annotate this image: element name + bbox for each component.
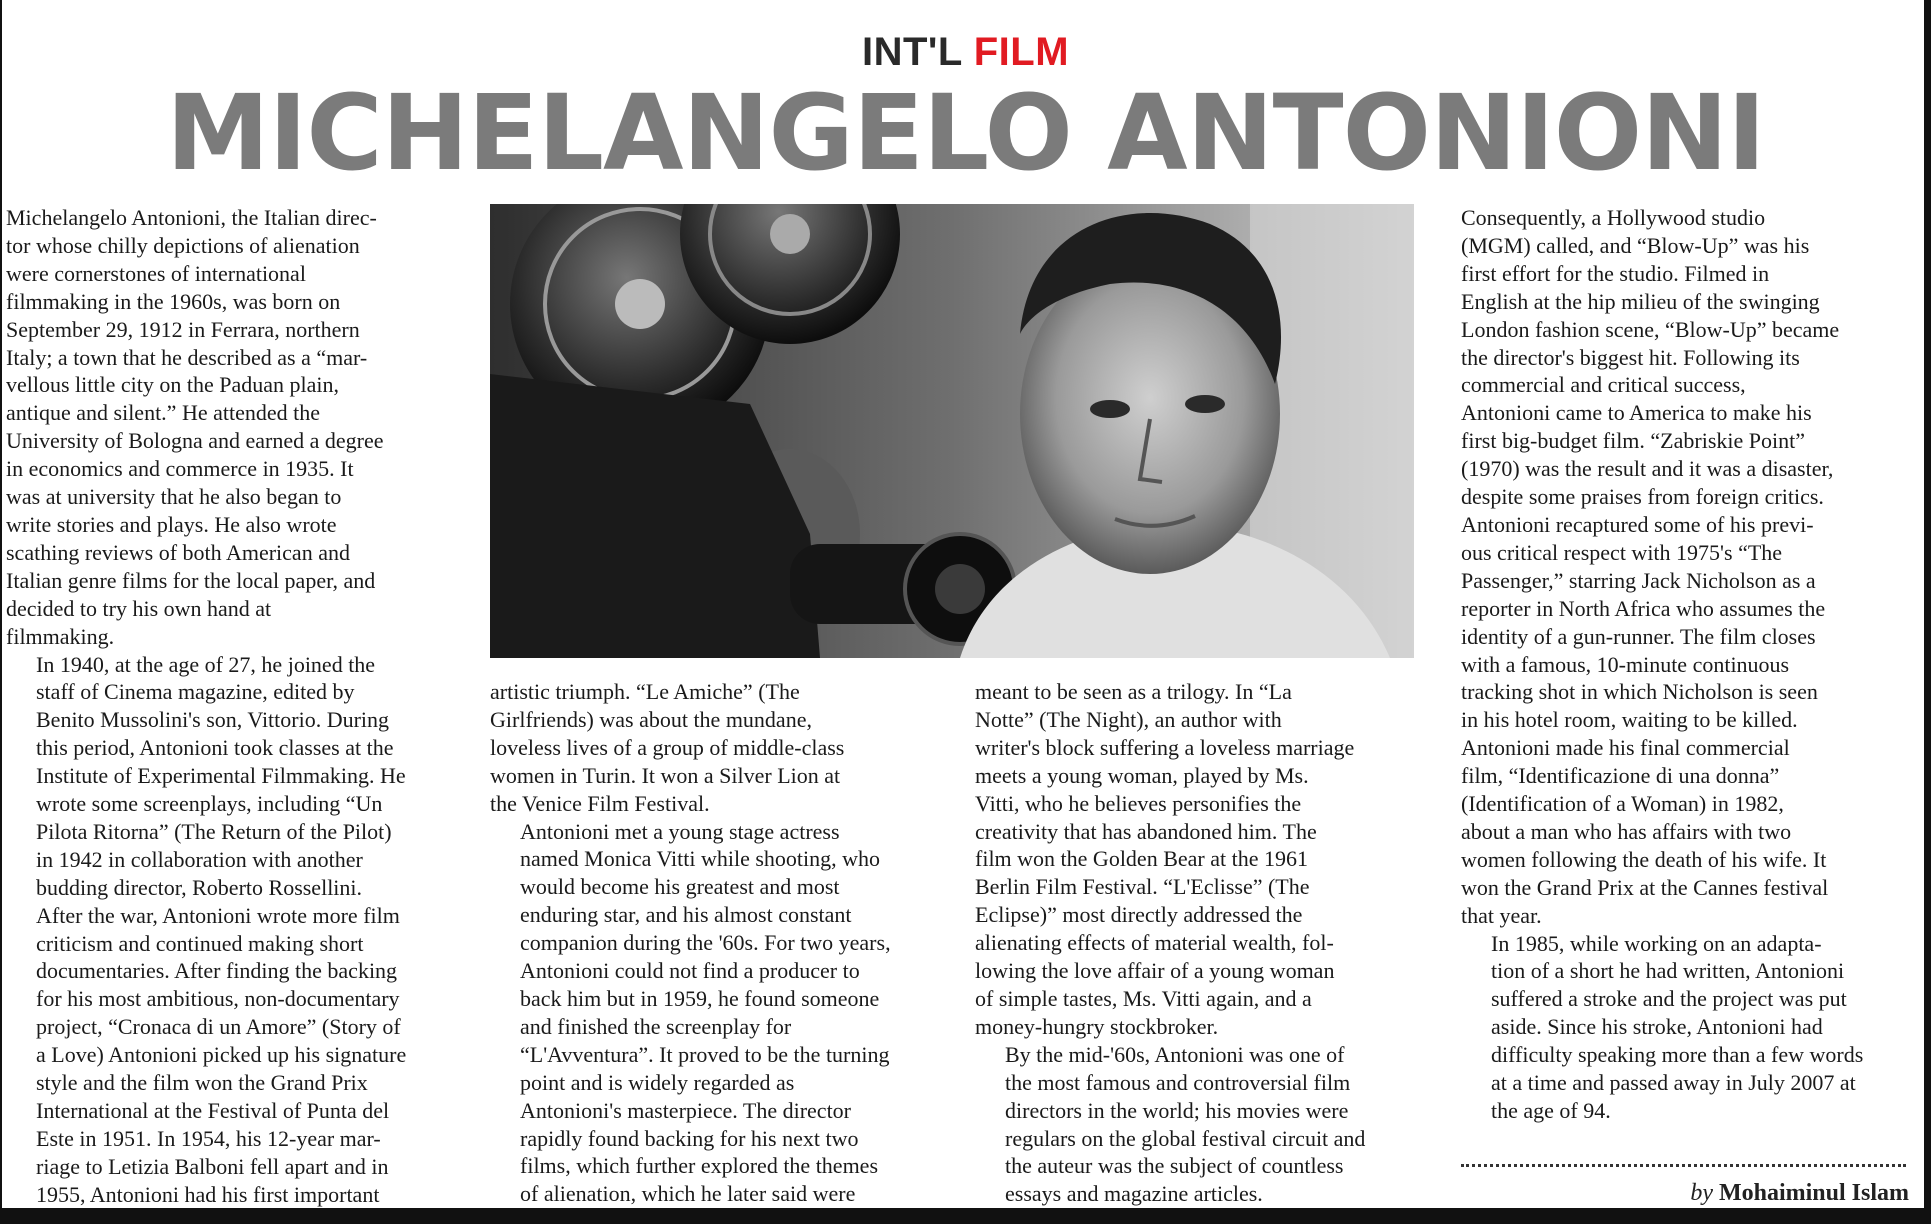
text-line: artistic triumph. “Le Amiche” (The [490, 679, 800, 704]
text-line: tor whose chilly depictions of alienation [6, 232, 360, 258]
text-line: films, which further explored the themes [520, 1153, 879, 1179]
text-line: enduring star, and his almost constant [520, 902, 852, 928]
text-line: the most famous and controversial film [1005, 1069, 1351, 1095]
article-column-4 [1461, 204, 1919, 1125]
text-line: staff of Cinema magazine, edited by [36, 679, 355, 705]
text-line: Michelangelo Antonioni, the Italian direc- [6, 205, 377, 230]
text-line: named Monica Vitti while shooting, who [520, 846, 881, 872]
text-line: were cornerstones of international [6, 260, 306, 286]
text-line: women in Turin. It won a Silver Lion at [490, 762, 841, 788]
film-camera-portrait-icon [490, 204, 1414, 658]
headline: MICHELANGELO ANTONIONI [166, 72, 1765, 194]
text-line: aside. Since his stroke, Antonioni had [1491, 1014, 1823, 1040]
article-column-2 [490, 678, 940, 1208]
article-photo [490, 204, 1414, 658]
text-line: Benito Mussolini's son, Vittorio. During [36, 707, 390, 733]
text-line: the auteur was the subject of countless [1005, 1153, 1344, 1179]
text-line: University of Bologna and earned a degree [6, 428, 384, 454]
article-column-3 [975, 678, 1425, 1208]
text-line: film won the Golden Bear at the 1961 [975, 846, 1308, 872]
text-line: was at university that he also began to [6, 484, 342, 510]
text-line: film, “Identificazione di una donna” [1461, 763, 1780, 789]
section-label-prefix: INT'L [861, 30, 963, 74]
text-line: reporter in North Africa who assumes the [1461, 595, 1826, 621]
text-line: in economics and commerce in 1935. It [6, 456, 354, 482]
text-line: scathing reviews of both American and [6, 539, 350, 565]
paragraph [6, 204, 456, 651]
text-line: filmmaking. [6, 623, 115, 649]
text-line: Este in 1951. In 1954, his 12-year mar- [36, 1125, 381, 1151]
byline-author: Mohaiminul Islam [1718, 1180, 1909, 1206]
text-line: commercial and critical success, [1461, 372, 1746, 398]
text-line: tion of a short he had written, Antonioni [1491, 958, 1845, 984]
text-line: creativity that has abandoned him. The [975, 818, 1317, 844]
text-line: Notte” (The Night), an author with [975, 706, 1282, 732]
byline-divider [1461, 1164, 1906, 1167]
paragraph [6, 651, 456, 1209]
text-line: regulars on the global festival circuit and [1005, 1125, 1366, 1151]
text-line: Antonioni's masterpiece. The director [520, 1097, 852, 1123]
text-line: rapidly found backing for his next two [520, 1125, 859, 1151]
article-column-1 [6, 204, 456, 1209]
text-line: and finished the screenplay for [520, 1013, 792, 1039]
text-line: won the Grand Prix at the Cannes festival [1461, 874, 1829, 900]
text-line: suffered a stroke and the project was put [1491, 986, 1847, 1012]
text-line: decided to try his own hand at [6, 595, 272, 621]
text-line: September 29, 1912 in Ferrara, northern [6, 316, 360, 342]
paragraph [975, 678, 1425, 1041]
text-line: criticism and continued making short [36, 930, 364, 956]
text-line: “L'Avventura”. It proved to be the turning [520, 1041, 890, 1067]
text-line: Antonioni made his final commercial [1461, 735, 1790, 761]
text-line: a Love) Antonioni picked up his signature [36, 1042, 407, 1068]
text-line: riage to Letizia Balboni fell apart and in [36, 1153, 389, 1179]
text-line: 1955, Antonioni had his first important [36, 1181, 380, 1207]
text-line: of alienation, which he later said were [520, 1181, 856, 1207]
text-line: In 1985, while working on an adapta- [1491, 930, 1822, 956]
text-line: International at the Festival of Punta del [36, 1098, 390, 1123]
text-line: first big-budget film. “Zabriskie Point” [1461, 428, 1805, 454]
text-line: lowing the love affair of a young woman [975, 958, 1335, 984]
text-line: loveless lives of a group of middle-class [490, 734, 845, 760]
text-line: budding director, Roberto Rossellini. [36, 874, 363, 900]
text-line: at a time and passed away in July 2007 at [1491, 1070, 1856, 1096]
text-line: After the war, Antonioni wrote more film [36, 902, 400, 928]
text-line: filmmaking in the 1960s, was born on [6, 288, 341, 314]
section-label [0, 30, 1931, 75]
text-line: Pilota Ritorna” (The Return of the Pilot) [36, 818, 392, 844]
text-line: Antonioni met a young stage actress [520, 818, 840, 844]
text-line: in 1942 in collaboration with another [36, 846, 363, 872]
text-line: style and the film won the Grand Prix [36, 1070, 368, 1096]
text-line: (Identification of a Woman) in 1982, [1461, 791, 1784, 817]
text-line: with a famous, 10-minute continuous [1461, 651, 1790, 677]
text-line: Antonioni came to America to make his [1461, 400, 1812, 426]
text-line: that year. [1461, 902, 1542, 928]
text-line: money-hungry stockbroker. [975, 1013, 1219, 1039]
text-line: Girlfriends) was about the mundane, [490, 706, 812, 732]
paragraph [490, 678, 940, 818]
text-line: Italian genre films for the local paper, and [6, 567, 376, 593]
text-line: Institute of Experimental Filmmaking. He [36, 763, 406, 789]
text-line: writer's block suffering a loveless marriage [975, 734, 1355, 760]
text-line: directors in the world; his movies were [1005, 1097, 1349, 1123]
text-line: By the mid-'60s, Antonioni was one of [1005, 1041, 1345, 1067]
text-line: the age of 94. [1491, 1098, 1611, 1123]
text-line: Antonioni could not find a producer to [520, 958, 860, 984]
byline-prefix: by [1690, 1180, 1713, 1206]
paragraph [975, 1041, 1425, 1208]
text-line: difficulty speaking more than a few words [1491, 1042, 1864, 1068]
text-line: vellous little city on the Paduan plain, [6, 372, 339, 398]
text-line: this period, Antonioni took classes at the [36, 735, 394, 761]
text-line: companion during the '60s. For two years, [520, 930, 891, 956]
text-line: (1970) was the result and it was a disaster, [1461, 456, 1834, 482]
text-line: back him but in 1959, he found someone [520, 985, 880, 1011]
text-line: antique and silent.” He attended the [6, 400, 320, 426]
text-line: alienating effects of material wealth, fol- [975, 930, 1334, 956]
text-line: In 1940, at the age of 27, he joined the [36, 651, 376, 677]
text-line: ous critical respect with 1975's “The [1461, 539, 1783, 565]
text-line: meant to be seen as a trilogy. In “La [975, 679, 1292, 704]
text-line: project, “Cronaca di un Amore” (Story of [36, 1014, 401, 1040]
paragraph [1461, 930, 1919, 1125]
text-line: Italy; a town that he described as a “mar- [6, 344, 368, 370]
byline [1690, 1180, 1909, 1207]
text-line: Vitti, who he believes personifies the [975, 790, 1302, 816]
text-line: Antonioni recaptured some of his previ- [1461, 511, 1814, 537]
text-line: despite some praises from foreign critics. [1461, 484, 1824, 510]
text-line: meets a young woman, played by Ms. [975, 762, 1309, 788]
text-line: for his most ambitious, non-documentary [36, 986, 400, 1012]
text-line: London fashion scene, “Blow-Up” became [1461, 316, 1840, 342]
text-line: would become his greatest and most [520, 874, 840, 900]
text-line: documentaries. After finding the backing [36, 958, 398, 984]
text-line: Passenger,” starring Jack Nicholson as a [1461, 567, 1816, 593]
text-line: of simple tastes, Ms. Vitti again, and a [975, 985, 1312, 1011]
text-line: the director's biggest hit. Following its [1461, 344, 1800, 370]
paragraph [1461, 204, 1919, 930]
text-line: English at the hip milieu of the swinging [1461, 288, 1820, 314]
text-line: essays and magazine articles. [1005, 1181, 1263, 1207]
text-line: wrote some screenplays, including “Un [36, 791, 383, 817]
text-line: in his hotel room, waiting to be killed. [1461, 707, 1798, 733]
text-line: (MGM) called, and “Blow-Up” was his [1461, 232, 1810, 258]
paragraph [490, 818, 940, 1209]
text-line: Berlin Film Festival. “L'Eclisse” (The [975, 874, 1310, 900]
text-line: first effort for the studio. Filmed in [1461, 260, 1770, 286]
text-line: Consequently, a Hollywood studio [1461, 205, 1766, 230]
text-line: write stories and plays. He also wrote [6, 511, 337, 537]
text-line: identity of a gun-runner. The film closes [1461, 623, 1816, 649]
text-line: point and is widely regarded as [520, 1069, 795, 1095]
text-line: Eclipse)” most directly addressed the [975, 902, 1303, 928]
text-line: women following the death of his wife. It [1461, 846, 1827, 872]
section-label-film: FILM [973, 30, 1070, 74]
text-line: tracking shot in which Nicholson is seen [1461, 679, 1818, 705]
page-border-bottom [0, 1208, 1931, 1224]
text-line: the Venice Film Festival. [490, 790, 710, 816]
text-line: about a man who has affairs with two [1461, 818, 1792, 844]
